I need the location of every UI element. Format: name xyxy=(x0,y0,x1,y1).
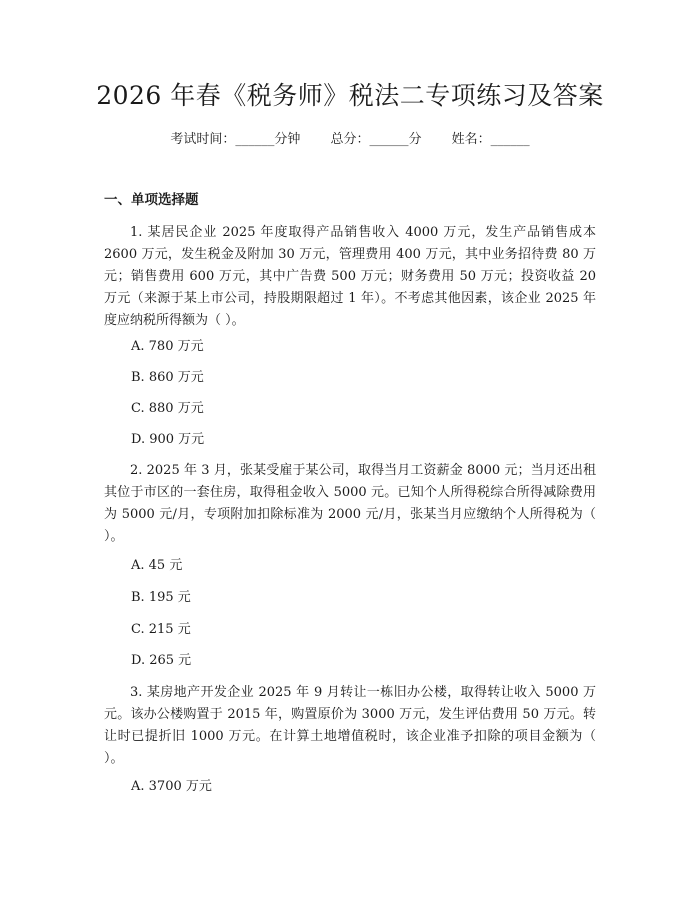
question-3-option-a: A. 3700 万元 xyxy=(131,779,212,794)
question-2-option-b: B. 195 元 xyxy=(131,590,191,605)
exam-time-field: 考试时间：______分钟 xyxy=(170,132,301,147)
question-1-option-c: C. 880 万元 xyxy=(131,401,204,416)
question-2-option-d: D. 265 元 xyxy=(131,653,192,668)
section-heading: 一、单项选择题 xyxy=(104,192,199,208)
question-1-option-a: A. 780 万元 xyxy=(131,339,204,354)
exam-info-line xyxy=(0,130,700,150)
name-field: 姓名：______ xyxy=(451,132,530,147)
question-1-text: 1. 某居民企业 2025 年度取得产品销售收入 4000 万元，发生产品销售成本 2600 万元，发生税金及附加 30 万元，管理费用 400 万元，其中业务招待费 80 万元；销售费用 600 万元，其中广告费 500 万元；财务费用 50 万元；投资收益 20 万元（来源于某上市公司，持股期限超过 1 年）。不考虑其他因素，该企业 2025 年度应纳税所得额为（ ）。 xyxy=(104,225,596,328)
question-2-option-a: A. 45 元 xyxy=(131,558,183,573)
total-score-field: 总分：______分 xyxy=(330,132,422,147)
question-1-option-d: D. 900 万元 xyxy=(131,432,205,447)
question-2-text: 2. 2025 年 3 月，张某受雇于某公司，取得当月工资薪金 8000 元；当月还出租其位于市区的一套住房，取得租金收入 5000 元。已知个人所得税综合所得减除费用为 5000 元/月，专项附加扣除标准为 2000 元/月，张某当月应缴纳个人所得税为（ ）。 xyxy=(104,463,596,544)
question-1-option-b: B. 860 万元 xyxy=(131,370,204,385)
page-title: 2026 年春《税务师》税法二专项练习及答案 xyxy=(96,81,604,110)
question-2-option-c: C. 215 元 xyxy=(131,622,191,637)
question-3-text: 3. 某房地产开发企业 2025 年 9 月转让一栋旧办公楼，取得转让收入 5000 万元。该办公楼购置于 2015 年，购置原价为 3000 万元，发生评估费用 50 万元。转让时已提折旧 1000 万元。在计算土地增值税时，该企业准予扣除的项目金额为（ ）。 xyxy=(104,685,596,766)
